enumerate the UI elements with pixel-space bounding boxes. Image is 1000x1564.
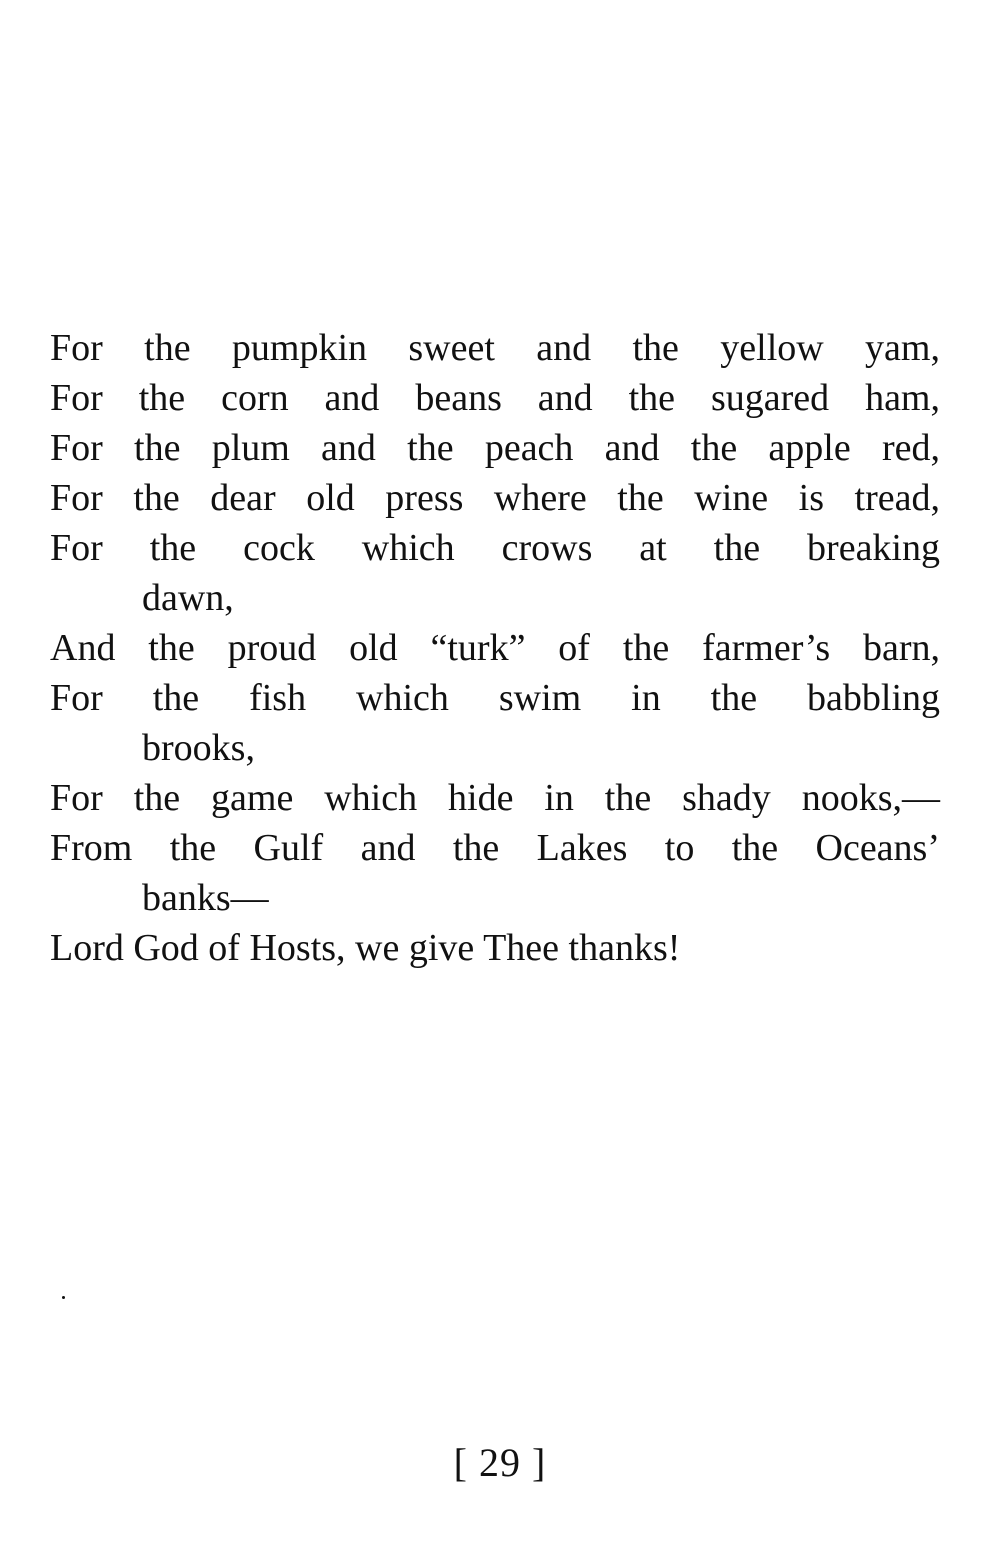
poem-line: From the Gulf and the Lakes to the Oceans’ <box>50 827 940 869</box>
poem-line: Lord God of Hosts, we give Thee thanks! <box>50 927 681 969</box>
poem-line: For the fish which swim in the babbling <box>50 677 940 719</box>
poem-line: For the game which hide in the shady nooks,— <box>50 777 940 819</box>
poem-line-continuation: brooks, <box>142 727 255 769</box>
poem-line: For the plum and the peach and the apple red, <box>50 427 940 469</box>
poem-line: For the cock which crows at the breaking <box>50 527 940 569</box>
poem-line: For the dear old press where the wine is tread, <box>50 477 940 519</box>
print-speck <box>62 1296 65 1299</box>
poem-stanza <box>50 323 940 973</box>
poem-line-continuation: dawn, <box>142 577 234 619</box>
page-number: [ 29 ] <box>453 1440 547 1485</box>
poem-line: For the corn and beans and the sugared ham, <box>50 377 940 419</box>
poem-line: For the pumpkin sweet and the yellow yam, <box>50 327 940 369</box>
poem-line: And the proud old “turk” of the farmer’s barn, <box>50 627 940 669</box>
poem-line-continuation: banks— <box>142 877 269 919</box>
